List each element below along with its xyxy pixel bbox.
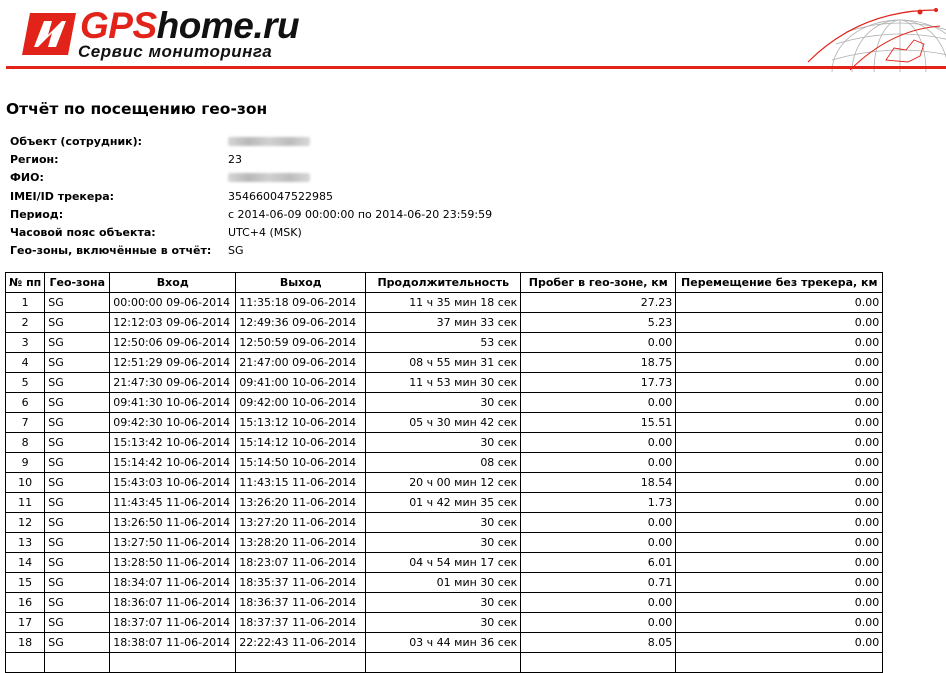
info-value-redacted (228, 133, 310, 152)
cell-no-tracker: 0.00 (676, 353, 883, 373)
cell-number: 12 (6, 513, 45, 533)
table-row (6, 553, 883, 573)
cell-no-tracker: 0.00 (676, 533, 883, 553)
cell-exit: 13:27:20 11-06-2014 (236, 513, 366, 533)
table-row (6, 493, 883, 513)
cell-geozone: SG (45, 293, 110, 313)
cell-duration: 53 сек (366, 333, 521, 353)
cell-duration: 30 сек (366, 513, 521, 533)
cell-no-tracker: 0.00 (676, 613, 883, 633)
cell-number: 3 (6, 333, 45, 353)
cell-no-tracker: 0.00 (676, 313, 883, 333)
cell-exit: 22:22:43 11-06-2014 (236, 633, 366, 653)
cell-no-tracker: 0.00 (676, 293, 883, 313)
cell-duration: 37 мин 33 сек (366, 313, 521, 333)
table-row (6, 313, 883, 333)
cell-duration: 30 сек (366, 433, 521, 453)
cell-duration: 30 сек (366, 593, 521, 613)
cell-geozone: SG (45, 473, 110, 493)
cell-duration: 08 ч 55 мин 31 сек (366, 353, 521, 373)
info-label: Период: (10, 207, 64, 221)
cell-number: 15 (6, 573, 45, 593)
cell-exit: 18:37:37 11-06-2014 (236, 613, 366, 633)
cell-no-tracker: 0.00 (676, 633, 883, 653)
cell-entry: 12:12:03 09-06-2014 (110, 313, 236, 333)
site-header (0, 0, 946, 72)
cell-duration: 30 сек (366, 533, 521, 553)
cell-no-tracker: 0.00 (676, 493, 883, 513)
cell-mileage: 0.00 (521, 333, 676, 353)
cell-number: 4 (6, 353, 45, 373)
cell-entry: 18:38:07 11-06-2014 (110, 633, 236, 653)
info-label: Гео-зоны, включённые в отчёт: (10, 244, 212, 258)
redacted-blur (228, 173, 310, 182)
cell-entry: 12:50:06 09-06-2014 (110, 333, 236, 353)
cell-duration: 30 сек (366, 613, 521, 633)
cell-duration: 30 сек (366, 393, 521, 413)
cell-mileage: 0.00 (521, 513, 676, 533)
column-header-number: № пп (6, 273, 45, 293)
table-row (6, 653, 883, 673)
cell-number: 9 (6, 453, 45, 473)
cell-duration: 01 мин 30 сек (366, 573, 521, 593)
cell-geozone: SG (45, 373, 110, 393)
cell-duration: 11 ч 35 мин 18 сек (366, 293, 521, 313)
cell-number: 7 (6, 413, 45, 433)
cell-entry: 09:42:30 10-06-2014 (110, 413, 236, 433)
table-row (6, 433, 883, 453)
cell-geozone: SG (45, 313, 110, 333)
column-header-entry: Вход (110, 273, 236, 293)
cell-exit: 11:35:18 09-06-2014 (236, 293, 366, 313)
cell-mileage: 1.73 (521, 493, 676, 513)
cell-duration (366, 653, 521, 673)
cell-duration: 08 сек (366, 453, 521, 473)
info-value: 354660047522985 (228, 189, 333, 203)
table-row (6, 513, 883, 533)
cell-exit: 21:47:00 09-06-2014 (236, 353, 366, 373)
table-row (6, 533, 883, 553)
table-row (6, 633, 883, 653)
cell-exit: 15:14:12 10-06-2014 (236, 433, 366, 453)
cell-geozone: SG (45, 573, 110, 593)
cell-no-tracker: 0.00 (676, 573, 883, 593)
table-header-row (6, 273, 883, 293)
cell-geozone: SG (45, 393, 110, 413)
info-value-redacted (228, 169, 310, 188)
cell-no-tracker: 0.00 (676, 513, 883, 533)
info-label: ФИО: (10, 171, 44, 185)
column-header-duration: Продолжительность (366, 273, 521, 293)
cell-duration: 20 ч 00 мин 12 сек (366, 473, 521, 493)
cell-number: 1 (6, 293, 45, 313)
info-label: IMEI/ID трекера: (10, 189, 115, 203)
cell-exit (236, 653, 366, 673)
cell-no-tracker: 0.00 (676, 413, 883, 433)
header-divider (6, 66, 946, 69)
cell-geozone: SG (45, 633, 110, 653)
cell-exit: 13:26:20 11-06-2014 (236, 493, 366, 513)
table-row (6, 393, 883, 413)
cell-entry: 00:00:00 09-06-2014 (110, 293, 236, 313)
cell-geozone: SG (45, 553, 110, 573)
cell-geozone: SG (45, 513, 110, 533)
cell-number: 17 (6, 613, 45, 633)
info-label: Часовой пояс объекта: (10, 225, 156, 239)
cell-mileage: 8.05 (521, 633, 676, 653)
cell-no-tracker: 0.00 (676, 593, 883, 613)
cell-geozone: SG (45, 333, 110, 353)
cell-number: 14 (6, 553, 45, 573)
cell-no-tracker: 0.00 (676, 373, 883, 393)
cell-exit: 13:28:20 11-06-2014 (236, 533, 366, 553)
cell-mileage (521, 653, 676, 673)
cell-mileage: 0.00 (521, 533, 676, 553)
cell-mileage: 6.01 (521, 553, 676, 573)
info-value: SG (228, 244, 244, 258)
cell-no-tracker (676, 653, 883, 673)
cell-entry: 13:28:50 11-06-2014 (110, 553, 236, 573)
table-row (6, 293, 883, 313)
cell-number: 16 (6, 593, 45, 613)
cell-geozone: SG (45, 493, 110, 513)
cell-mileage: 0.00 (521, 433, 676, 453)
cell-mileage: 0.00 (521, 453, 676, 473)
cell-no-tracker: 0.00 (676, 553, 883, 573)
cell-geozone: SG (45, 613, 110, 633)
logo-subtitle: Сервис мониторинга (78, 42, 273, 61)
cell-geozone: SG (45, 413, 110, 433)
table-row (6, 413, 883, 433)
column-header-mileage: Пробег в гео-зоне, км (521, 273, 676, 293)
cell-geozone: SG (45, 593, 110, 613)
cell-number: 11 (6, 493, 45, 513)
column-header-no-tracker: Перемещение без трекера, км (676, 273, 883, 293)
cell-entry: 13:26:50 11-06-2014 (110, 513, 236, 533)
cell-no-tracker: 0.00 (676, 333, 883, 353)
cell-entry: 15:14:42 10-06-2014 (110, 453, 236, 473)
table-row (6, 373, 883, 393)
info-value: UTC+4 (MSK) (228, 225, 302, 239)
cell-exit: 15:14:50 10-06-2014 (236, 453, 366, 473)
logo-gps: GPS (80, 5, 157, 46)
cell-exit: 12:50:59 09-06-2014 (236, 333, 366, 353)
cell-no-tracker: 0.00 (676, 453, 883, 473)
cell-mileage: 0.00 (521, 613, 676, 633)
table-row (6, 473, 883, 493)
cell-entry: 18:34:07 11-06-2014 (110, 573, 236, 593)
cell-number: 5 (6, 373, 45, 393)
cell-geozone: SG (45, 433, 110, 453)
cell-geozone: SG (45, 533, 110, 553)
cell-geozone: SG (45, 453, 110, 473)
cell-exit: 18:23:07 11-06-2014 (236, 553, 366, 573)
cell-mileage: 15.51 (521, 413, 676, 433)
cell-number: 6 (6, 393, 45, 413)
table-row (6, 593, 883, 613)
cell-number: 13 (6, 533, 45, 553)
cell-entry: 15:13:42 10-06-2014 (110, 433, 236, 453)
cell-entry: 21:47:30 09-06-2014 (110, 373, 236, 393)
cell-exit: 18:36:37 11-06-2014 (236, 593, 366, 613)
cell-number: 2 (6, 313, 45, 333)
cell-geozone (45, 653, 110, 673)
cell-geozone: SG (45, 353, 110, 373)
cell-mileage: 17.73 (521, 373, 676, 393)
cell-exit: 18:35:37 11-06-2014 (236, 573, 366, 593)
cell-mileage: 0.71 (521, 573, 676, 593)
cell-number (6, 653, 45, 673)
cell-mileage: 0.00 (521, 393, 676, 413)
info-value: 23 (228, 153, 242, 167)
table-row (6, 613, 883, 633)
logo-home: home.ru (156, 5, 300, 46)
column-header-geozone: Гео-зона (45, 273, 110, 293)
info-value: с 2014-06-09 00:00:00 по 2014-06-20 23:59:59 (228, 207, 493, 221)
cell-entry: 15:43:03 10-06-2014 (110, 473, 236, 493)
table-body (6, 293, 883, 673)
cell-number: 18 (6, 633, 45, 653)
redacted-blur (228, 137, 310, 146)
logo-wordmark (80, 6, 299, 46)
info-label: Объект (сотрудник): (10, 135, 143, 148)
cell-duration: 03 ч 44 мин 36 сек (366, 633, 521, 653)
cell-mileage: 5.23 (521, 313, 676, 333)
cell-entry: 12:51:29 09-06-2014 (110, 353, 236, 373)
cell-mileage: 18.54 (521, 473, 676, 493)
globe-decoration-icon (790, 0, 946, 72)
cell-no-tracker: 0.00 (676, 393, 883, 413)
info-label: Регион: (10, 153, 59, 167)
cell-exit: 09:42:00 10-06-2014 (236, 393, 366, 413)
cell-mileage: 18.75 (521, 353, 676, 373)
cell-entry: 13:27:50 11-06-2014 (110, 533, 236, 553)
cell-no-tracker: 0.00 (676, 433, 883, 453)
gpshome-logo-icon (22, 13, 76, 55)
table-row (6, 573, 883, 593)
geozone-visits-table (5, 272, 883, 673)
table-row (6, 333, 883, 353)
cell-number: 10 (6, 473, 45, 493)
cell-mileage: 0.00 (521, 593, 676, 613)
cell-exit: 15:13:12 10-06-2014 (236, 413, 366, 433)
cell-entry (110, 653, 236, 673)
cell-entry: 18:36:07 11-06-2014 (110, 593, 236, 613)
column-header-exit: Выход (236, 273, 366, 293)
table-row (6, 353, 883, 373)
cell-entry: 18:37:07 11-06-2014 (110, 613, 236, 633)
cell-duration: 04 ч 54 мин 17 сек (366, 553, 521, 573)
cell-entry: 11:43:45 11-06-2014 (110, 493, 236, 513)
cell-exit: 12:49:36 09-06-2014 (236, 313, 366, 333)
report-title: Отчёт по посещению гео-зон (6, 100, 268, 118)
cell-duration: 11 ч 53 мин 30 сек (366, 373, 521, 393)
cell-duration: 05 ч 30 мин 42 сек (366, 413, 521, 433)
cell-duration: 01 ч 42 мин 35 сек (366, 493, 521, 513)
cell-no-tracker: 0.00 (676, 473, 883, 493)
cell-exit: 09:41:00 10-06-2014 (236, 373, 366, 393)
cell-entry: 09:41:30 10-06-2014 (110, 393, 236, 413)
cell-number: 8 (6, 433, 45, 453)
cell-mileage: 27.23 (521, 293, 676, 313)
cell-exit: 11:43:15 11-06-2014 (236, 473, 366, 493)
table-row (6, 453, 883, 473)
